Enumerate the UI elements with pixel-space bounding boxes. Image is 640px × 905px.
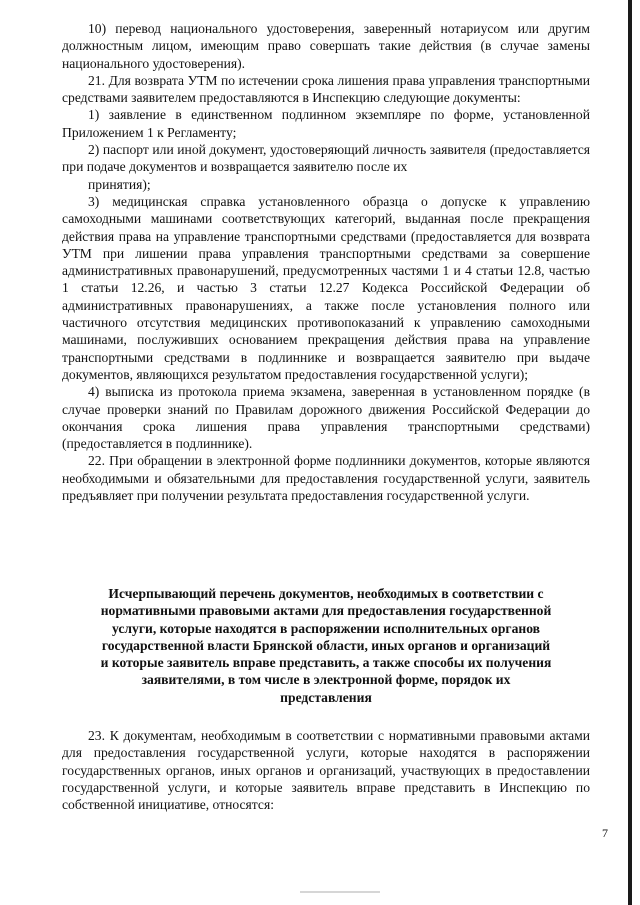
heading-line: заявителями, в том числе в электронной форме, порядок их (141, 672, 511, 688)
heading-line: представления (280, 689, 372, 705)
heading-line: государственной власти Брянской области, иных органов и организаций (101, 637, 551, 653)
scan-edge-bottom (300, 891, 380, 893)
paragraph-item-2-continuation: принятия); (88, 176, 151, 192)
paragraph-item-4: 4) выписка из протокола приема экзамена, заверенная в установленном порядке (в случае проверки знаний по Правилам дорожного движения Российской Федерации до окончания срока лишения права управления транспортными средствами) (предоставляется в подлиннике). (62, 384, 590, 452)
heading-line: и которые заявитель вправе представить, а также способы их получения (100, 655, 552, 671)
heading-line: нормативными правовыми актами для предоставления государственной (100, 603, 552, 619)
paragraph-23: 23. К документам, необходимым в соответствии с нормативными правовыми актами для предоставления государственной услуги, которые находятся в распоряжении государственных органов, иных органов и организаций, участвующих в предоставлении государственной услуги, и которые заявитель вправе представить в Инспекцию по собственной инициативе, относятся: (62, 728, 590, 813)
paragraph-item-1: 1) заявление в единственном подлинном экземпляре по форме, установленной Приложением 1 к Регламенту; (62, 107, 590, 140)
scan-edge-right (628, 0, 632, 905)
paragraph-item-10: 10) перевод национального удостоверения, заверенный нотариусом или другим должностным лицом, имеющим право совершать такие действия (в случае замены национального удостоверения). (62, 21, 590, 71)
paragraph-21: 21. Для возврата УТМ по истечении срока лишения права управления транспортными средствами заявителем предоставляются в Инспекцию следующие документы: (62, 72, 590, 106)
heading-line: услуги, которые находятся в распоряжении исполнительных органов (112, 620, 540, 636)
section-heading (62, 585, 590, 706)
paragraph-item-3: 3) медицинская справка установленного образца о допуске к управлению самоходными машинами соответствующих категорий, выданная после прекращения действия права на управление транспортными средствами (предоставляется для возврата УТМ при лишении права управления транспортными средствами за совершение административных правонарушений, предусмотренных частями 1 и 4 статьи 12.8, частью 1 статьи 12.26, и частью 3 статьи 12.27 Кодекса Российской Федерации об административных правонарушениях, а также после установления полного или частичного отсутствия медицинских противопоказаний к управлению самоходными машинами, послуживших основанием прекращения действия права на управление транспортными средствами в подлиннике и возвращается заявителю при выдаче документов, являющихся результатом предоставления государственной услуги); (62, 193, 590, 382)
paragraph-item-2: 2) паспорт или иной документ, удостоверяющий личность заявителя (предоставляется при подаче документов и возвращается заявителю после их (62, 142, 590, 175)
document-body (62, 20, 590, 504)
heading-line: Исчерпывающий перечень документов, необходимых в соответствии с (108, 586, 544, 601)
page-number: 7 (602, 826, 608, 840)
paragraph-22: 22. При обращении в электронной форме подлинники документов, которые являются необходимыми и обязательными для предоставления государственной услуги, заявитель предъявляет при получении результата предоставления государственной услуги. (62, 453, 590, 504)
document-body-continued (62, 727, 590, 813)
